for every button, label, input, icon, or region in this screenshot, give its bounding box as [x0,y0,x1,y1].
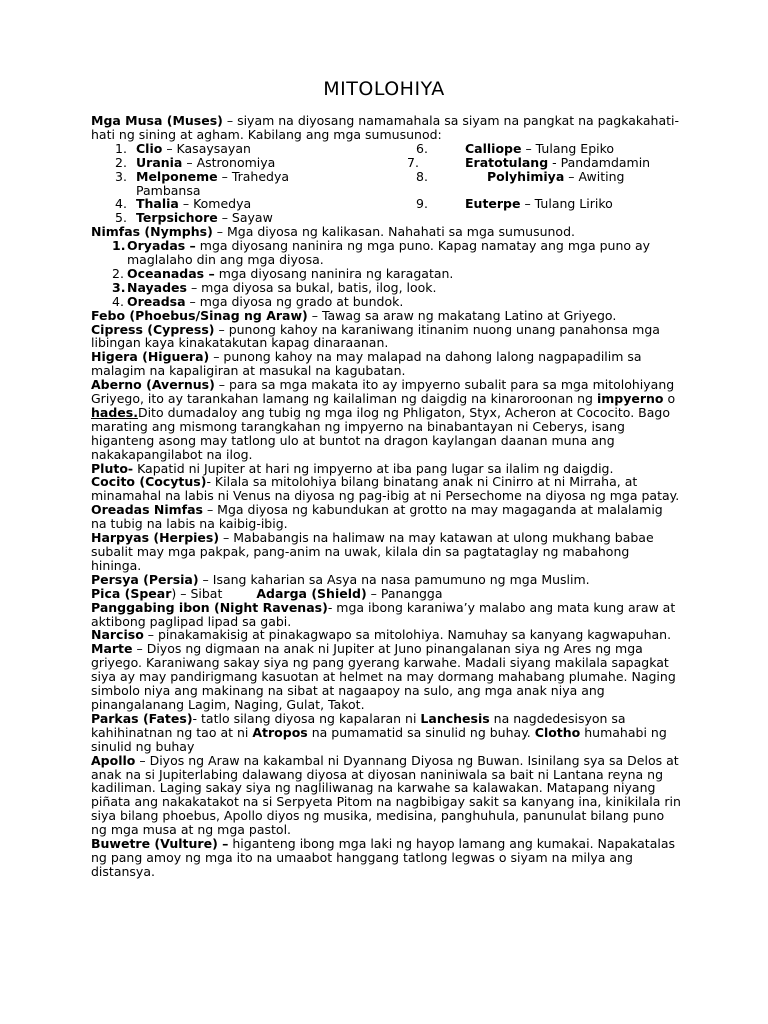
entry-definition: Dito dumadaloy ang tubig ng mga ilog ng Phligaton, Styx, Acheron at Cococito. Bago marating ang mismong tarangkahan ng impyerno na binabantayan ni Ceberys, isang higanteng asong may tatlong ulo at buntot na dragon kaylangan daanan muna ang nakakapangilabot na ilog. [91,404,670,462]
muse-domain: – Komedya [178,196,252,212]
nymphs-heading: Nimfas (Nymphs) [91,224,213,240]
entry-parkas [91,712,681,754]
muse-name: Clio [136,140,163,156]
entry-oreadas [91,503,681,531]
muse-name: Eratotulang [465,154,549,170]
entry-definition: - mga ibong karaniwa’y malabo ang mata kung araw at aktibong paglipad lipad sa gabi. [91,599,676,629]
list-number: 7. [407,154,419,170]
list-item [91,267,681,281]
entry-definition: – Diyos ng digmaan na anak ni Jupiter at Juno pinangalanan siya ng Ares ng mga griyego. Karaniwang sakay siya ng pang gyerang karwahe. Madali siyang makilala sapagkat siya ay may pandirigmang kasuotan at helmet na may dormang mahabang plumahe. Naging simbolo niya ang makinang na sibat at nagaapoy na sulo, ang mga anak niya ang pinangalanang Lagim, Naging, Gulat, Takot. [91,641,676,712]
list-item [91,281,681,295]
muses-intro-text: – siyam na diyosang namamahala sa siyam na pangkat na pagkakahati-hati ng sining at agham. Kabilang ang mga sumusunod: [91,113,680,142]
entry-definition: - Kilala sa mitolohiya bilang binatang anak ni Cinirro at ni Mirraha, at minamahal na labis ni Venus na diyosa ng pag-ibig at ni Persechome na diyosa ng mga patay. [91,474,680,504]
entry-term: Marte [91,641,133,657]
entry-term: Narciso [91,627,144,643]
emphasis-atropos: Atropos [252,724,308,740]
emphasis-hades: hades. [91,404,138,420]
muses-row [91,170,681,198]
entry-definition: – para sa mga makata ito ay impyerno subalit para sa mga mitolohiyang Griyego, ito ay tarankahan lamang ng kailaliman ng daigdig na kinaroroonan ng [91,377,675,407]
entry-term: Apollo [91,752,136,768]
entry-term: Cocito (Cocytus) [91,474,207,490]
muse-item [136,142,251,156]
document-body [91,114,681,879]
nymph-desc: – mga diyosa ng grado at bundok. [185,293,404,309]
entry-narciso [91,628,681,642]
entry-apollo [91,754,681,837]
list-number: 3. [112,279,126,295]
muse-item [136,170,306,198]
muse-item [465,156,650,170]
entry-buwetre [91,837,681,879]
entry-persya [91,573,681,587]
muses-heading: Mga Musa (Muses) [91,113,223,128]
entry-aberno [91,378,681,461]
entry-definition: – Diyos ng Araw na kakambal ni Dyannang Diyosa ng Buwan. Isinilang sya sa Delos at anak na si Jupiterlabing dalawang diyosa at diyosan naniniwala sa bait ni Lantana reyna ng kadiliman. Laging sakay siya ng nagliliwanag na karwahe sa kalawakan. Matapang niyang piñata ang nakakatakot na si Serpyeta Pitom na nagbibigay sakit sa kanyang ina, kinikilala rin siya bilang phoebus, Apollo diyos ng musika, medisina, panghuhula, panunulat bilang puno ng mga musa at ng mga pastol. [91,752,681,838]
list-item [91,239,681,267]
entry-term: Harpyas (Herpies) [91,530,220,546]
entry-definition: ) – Sibat [171,585,223,601]
muse-name: Melponeme [136,168,218,184]
muse-item [136,211,273,225]
entry-definition: – Isang kaharian sa Asya na nasa pamumuno ng mga Muslim. [198,571,590,587]
list-number: 2. [112,265,124,281]
list-number: 9. [416,196,428,212]
muse-domain: – Trahedya Pambansa [136,168,290,198]
entry-panggabing [91,601,681,629]
entry-definition: - tatlo silang diyosa ng kapalaran ni [192,710,421,726]
entry-term: Febo (Phoebus/Sinag ng Araw) [91,307,308,323]
entry-cocito [91,475,681,503]
entry-definition: – punong kahoy na karaniwang itinanim nuong unang panahonsa mga libingan kaya kinakatakutan kapag dinaraanan. [91,321,660,351]
entry-definition: na pumamatid sa sinulid ng buhay. [307,724,535,740]
muse-item [465,197,613,211]
muse-item [487,170,624,184]
entry-definition: humahabi ng sinulid ng buhay [91,724,667,754]
entry-definition: higanteng ibong mga laki ng hayop lamang ang kumakai. Napakatalas ng pang amoy ng mga ito na umaabot hanggang tatlong legwas o siyam na milya ang distansya. [91,836,676,879]
entry-cipress [91,323,681,351]
nymphs-list [91,239,681,309]
list-number: 6. [416,140,428,156]
muse-name: Polyhimiya [487,168,565,184]
nymph-name: Oryadas – [127,238,196,254]
entry-term: Pica (Spear [91,585,172,601]
list-number: 3. [115,168,127,184]
muse-domain: – Sayaw [217,210,273,226]
entry-harpyas [91,531,681,573]
muse-domain: - Pandamdamin [548,154,651,170]
list-number: 2. [115,154,127,170]
entry-definition: – pinakamakisig at pinakagwapo sa mitolohiya. Namuhay sa kanyang kagwapuhan. [143,627,672,643]
entry-pica-adarga [91,587,681,601]
entry-term: Oreadas Nimfas [91,502,203,518]
entry-definition: na nagdedesisyon sa kahihinatnan ng tao at ni [91,710,626,740]
muse-domain: – Kasaysayan [162,140,251,156]
nymph-desc: – mga diyosa sa bukal, batis, ilog, look. [186,279,437,295]
entry-term: Panggabing ibon (Night Ravenas) [91,599,328,615]
entry-term: Pluto- [91,460,134,476]
entry-definition: o [663,391,676,407]
entry-term: Parkas (Fates) [91,710,193,726]
muse-name: Urania [136,154,183,170]
entry-higera [91,350,681,378]
list-number: 4. [115,196,127,212]
entry-definition: – Tawag sa araw ng makatang Latino at Griyego. [307,307,617,323]
muse-domain: – Tulang Liriko [520,196,613,212]
entry-pluto [91,462,681,476]
entry-definition: – Mababangis na halimaw na may katawan at ulong mukhang babae subalit may mga pakpak, pang-anim na uwak, kilala din sa pagtataglay ng mabahong hininga. [91,530,654,573]
muse-name: Euterpe [465,196,521,212]
entry-febo [91,309,681,323]
muses-row [91,197,681,211]
muses-row [91,142,681,156]
list-number: 1. [112,238,126,254]
entry-definition: – Mga diyosa ng kabundukan at grotto na may magaganda at malalamig na tubig na labis na kaibig-ibig. [91,502,663,532]
entry-definition: – Panangga [366,585,443,601]
nymphs-intro-text: – Mga diyosa ng kalikasan. Nahahati sa mga sumusunod. [212,224,575,240]
muse-name: Calliope [465,140,522,156]
muses-list [91,142,681,225]
entry-term: Cipress (Cypress) [91,321,215,337]
muses-row [91,156,681,170]
nymph-name: Oceanadas – [127,265,215,281]
nymph-desc: mga diyosang naninira ng mga puno. Kapag namatay ang mga puno ay maglalaho din ang mga diyosa. [127,238,651,267]
muse-item [136,156,275,170]
entry-definition: – punong kahoy na may malapad na dahong lalong nagpapadilim sa malagim na kapaligiran at masukal na kagubatan. [91,349,642,379]
nymph-name: Nayades [127,279,187,295]
emphasis-lanchesis: Lanchesis [420,710,490,726]
muse-item [136,197,251,211]
list-number: 1. [115,140,127,156]
muses-row [91,211,681,225]
muses-intro [91,114,681,142]
emphasis-impyerno: impyerno [596,391,664,407]
list-number: 8. [416,168,428,184]
muse-domain: – Astronomiya [182,154,276,170]
muse-name: Thalia [136,196,179,212]
list-item [91,295,681,309]
nymphs-intro [91,225,681,239]
entry-term: Adarga (Shield) [256,585,367,601]
nymph-name: Oreadsa [127,293,186,309]
entry-term: Higera (Higuera) [91,349,210,365]
muse-name: Terpsichore [136,210,218,226]
entry-term: Buwetre (Vulture) – [91,836,229,852]
list-number: 5. [115,210,127,226]
emphasis-clotho: Clotho [534,724,581,740]
page-title: MITOLOHIYA [323,78,445,100]
entry-term: Persya (Persia) [91,571,199,587]
entry-definition: Kapatid ni Jupiter at hari ng impyerno at iba pang lugar sa ilalim ng daigdig. [133,460,614,476]
muse-domain: – Tulang Epiko [521,140,615,156]
muse-item [465,142,614,156]
entry-marte [91,642,681,712]
entry-term: Aberno (Avernus) [91,377,215,393]
nymph-desc: mga diyosang naninira ng karagatan. [214,265,454,281]
list-number: 4. [112,293,124,309]
muse-domain: – Awiting [564,168,625,184]
